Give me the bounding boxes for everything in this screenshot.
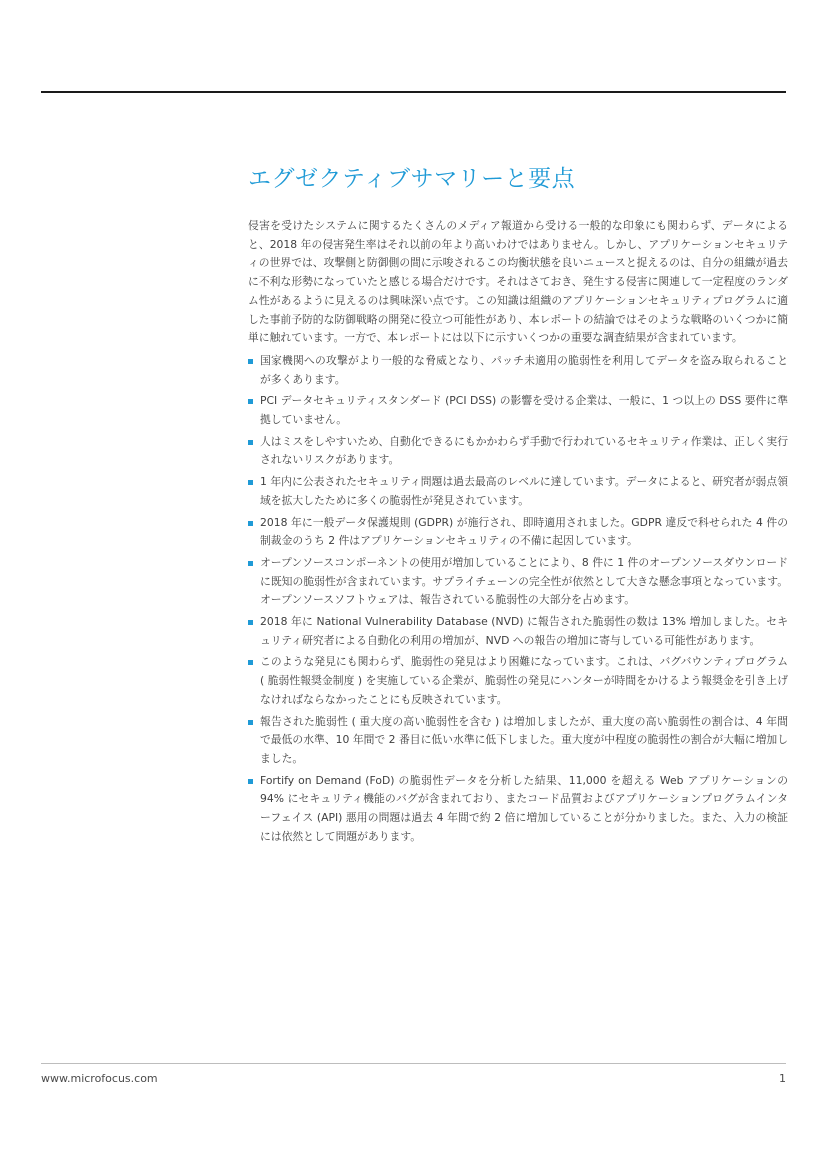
bullet-square-icon <box>248 779 253 784</box>
list-item-text: 人はミスをしやすいため、自動化できるにもかかわらず手動で行われているセキュリティ作業は、正しく実行されないリスクがあります。 <box>260 434 788 467</box>
list-item-text: PCI データセキュリティスタンダード (PCI DSS) の影響を受ける企業は、一般に、1 つ以上の DSS 要件に準拠していません。 <box>260 394 788 427</box>
list-item <box>248 772 788 847</box>
list-item-text: 報告された脆弱性 ( 重大度の高い脆弱性を含む ) は増加しましたが、重大度の高い脆弱性の割合は、4 年間で最低の水準、10 年間で 2 番目に低い水準に低下しました。重大度が中程度の脆弱性の割合が大幅に増加しました。 <box>260 714 788 765</box>
bullet-square-icon <box>248 399 253 404</box>
list-item-text: 2018 年に National Vulnerability Database (NVD) に報告された脆弱性の数は 13% 増加しました。セキュリティ研究者による自動化の利用の増加が、NVD への報告の増加に寄与している可能性があります。 <box>260 615 788 647</box>
list-item <box>248 713 788 769</box>
bullet-square-icon <box>248 480 253 485</box>
bullet-square-icon <box>248 359 253 364</box>
bullet-square-icon <box>248 561 253 566</box>
page-title: エグゼクティブサマリーと要点 <box>248 166 576 192</box>
header-rule <box>41 91 786 93</box>
bullet-square-icon <box>248 720 253 725</box>
list-item <box>248 392 788 429</box>
page-number: 1 <box>779 1072 786 1085</box>
list-item-text: このような発見にも関わらず、脆弱性の発見はより困難になっています。これは、バグバウンティプログラム ( 脆弱性報奨金制度 ) を実施している企業が、脆弱性の発見にハンターが時間をかけるよう報奨金を引き上げなければならなかったことにも反映されています。 <box>260 655 788 706</box>
intro-paragraph: 侵害を受けたシステムに関するたくさんのメディア報道から受ける一般的な印象にも関わらず、データによると、2018 年の侵害発生率はそれ以前の年より高いわけではありません。しかし、アプリケーションセキュリティの世界では、攻撃側と防御側の間に示唆されるこの均衡状態を良いニュースと捉えるのは、自分の組織が過去に不利な形勢になっていたと感じる場合だけです。それはさておき、発生する侵害に関連して一定程度のランダム性があるように見えるのは興味深い点です。この知識は組織のアプリケーションセキュリティプログラムに適した事前予防的な防御戦略の開発に役立つ可能性があり、本レポートの結論ではそのような戦略のいくつかに簡単に触れています。一方で、本レポートには以下に示すいくつかの重要な調査結果が含まれています。 <box>248 219 788 345</box>
list-item <box>248 352 788 389</box>
bullet-square-icon <box>248 620 253 625</box>
key-findings-list <box>248 352 788 847</box>
list-item <box>248 613 788 650</box>
list-item <box>248 653 788 709</box>
list-item <box>248 554 788 610</box>
main-content <box>248 163 788 850</box>
list-item <box>248 433 788 470</box>
list-item-text: Fortify on Demand (FoD) の脆弱性データを分析した結果、11,000 を超える Web アプリケーションの 94% にセキュリティ機能のバグが含まれており、またコード品質およびアプリケーションプログラムインターフェイス (API) 悪用の問題は過去 4 年間で約 2 倍に増加していることが分かりました。また、入力の検証には依然として問題があります。 <box>260 773 788 843</box>
list-item-text: オープンソースコンポーネントの使用が増加していることにより、8 件に 1 件のオープンソースダウンロードに既知の脆弱性が含まれています。サプライチェーンの完全性が依然として大きな懸念事項となっています。オープンソースソフトウェアは、報告されている脆弱性の大部分を占めます。 <box>260 555 788 607</box>
list-item <box>248 473 788 510</box>
list-item-text: 1 年内に公表されたセキュリティ問題は過去最高のレベルに達しています。データによると、研究者が弱点領域を拡大したために多くの脆弱性が発見されています。 <box>260 475 788 507</box>
footer-rule <box>41 1063 786 1064</box>
list-item <box>248 514 788 551</box>
bullet-square-icon <box>248 521 253 526</box>
footer-website-link[interactable]: www.microfocus.com <box>41 1072 158 1085</box>
bullet-square-icon <box>248 660 253 665</box>
list-item-text: 国家機関への攻撃がより一般的な脅威となり、パッチ未適用の脆弱性を利用してデータを盗み取られることが多くあります。 <box>260 353 788 386</box>
bullet-square-icon <box>248 440 253 445</box>
list-item-text: 2018 年に一般データ保護規則 (GDPR) が施行され、即時適用されました。GDPR 違反で科せられた 4 件の制裁金のうち 2 件はアプリケーションセキュリティの不備に起因しています。 <box>260 515 788 548</box>
